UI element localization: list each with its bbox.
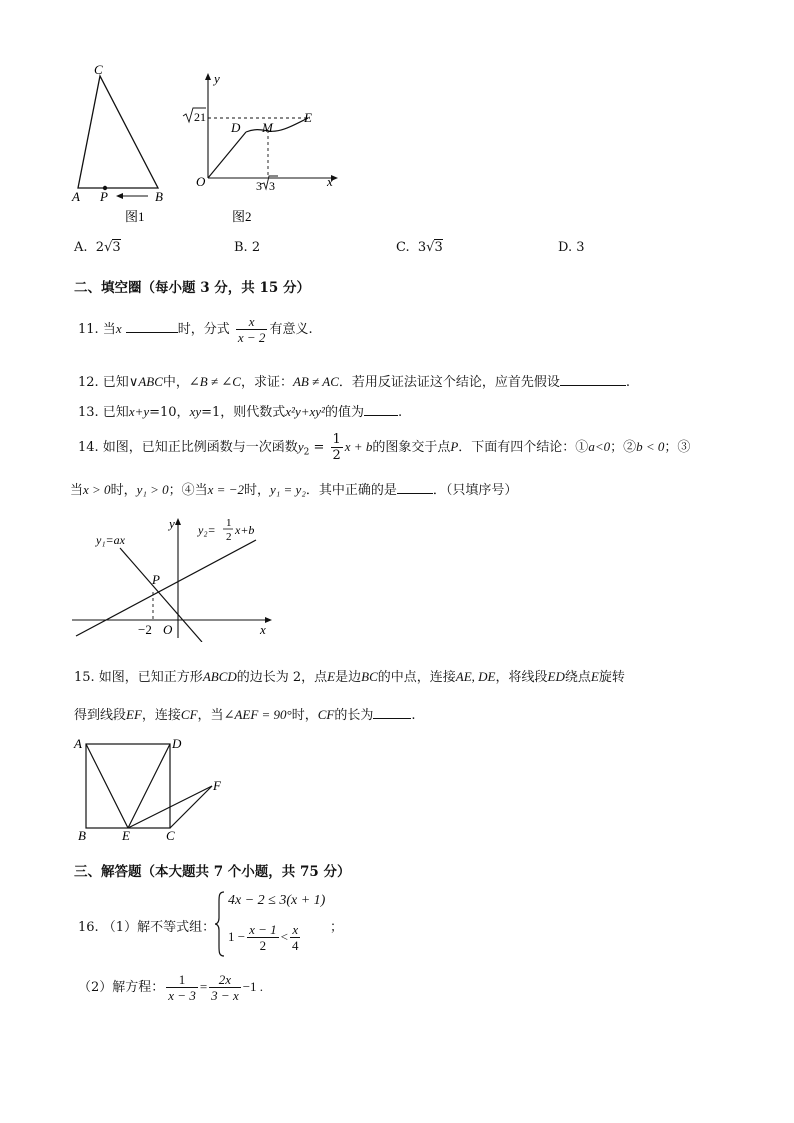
- question-11: [78, 314, 313, 345]
- q12-text: 12. 已知: [78, 375, 129, 390]
- q16-ineq2-den: 2: [259, 938, 267, 953]
- q13-eq2: =1，则代数式: [201, 405, 286, 420]
- q15-label-b: B: [78, 828, 86, 843]
- q14-label-o: O: [163, 622, 173, 637]
- q14-answer-blank[interactable]: [397, 481, 433, 494]
- q14-frac-num: 1: [332, 432, 341, 447]
- q14-eq: =: [309, 440, 329, 455]
- q14-label-y1: y₁=ax: [96, 533, 125, 547]
- q15-aede: AE, DE: [455, 669, 496, 684]
- q14-l1d: ；②: [610, 440, 637, 455]
- q15-l1: 15. 如图，已知正方形: [74, 670, 203, 685]
- q16-inequality-1: 4x − 2 ≤ 3(x + 1): [228, 893, 326, 908]
- q13-eq1: =10，: [149, 405, 190, 420]
- q14-fn-rest: x + b: [344, 439, 373, 454]
- q12-t2: 中，: [162, 375, 189, 390]
- option-d: D. 3: [558, 240, 585, 255]
- q15-label-a: A: [74, 736, 82, 751]
- radical-icon: √: [104, 240, 113, 255]
- q14-label-yaxis: y: [169, 516, 175, 531]
- q15-ef: EF: [126, 707, 142, 722]
- q13-answer-blank[interactable]: [364, 403, 398, 416]
- q15-end: .: [411, 708, 416, 723]
- q14-c2: b < 0: [636, 439, 665, 454]
- q15-bc: BC: [361, 669, 378, 684]
- arrow-head-icon: [116, 193, 123, 199]
- segment-de: [128, 744, 170, 828]
- fig2-caption: 图2: [232, 209, 252, 224]
- q11-post: 有意义.: [269, 322, 313, 337]
- q15-sq: ABCD: [202, 669, 237, 684]
- q15-answer-blank[interactable]: [373, 706, 411, 719]
- label-sqrt21: 21: [194, 110, 206, 124]
- q12-tri: ∨ABC: [128, 374, 163, 389]
- q14-l2c: ；④当: [168, 483, 208, 498]
- option-c: [396, 240, 443, 255]
- question-12: [78, 371, 630, 390]
- q11-num: x: [236, 314, 268, 330]
- label-y: y: [214, 71, 220, 86]
- label-tick-rad: 3: [269, 179, 275, 193]
- q15-ed: ED: [547, 669, 565, 684]
- q16-inequality-2: [228, 922, 302, 953]
- q15-l1f: 绕点: [564, 670, 591, 685]
- q16-ineq2-lt: <: [280, 929, 288, 944]
- q15-label-d: D: [172, 736, 182, 751]
- q15-cf2: CF: [317, 707, 335, 722]
- q13-text: 13. 已知: [78, 405, 129, 420]
- q16-lnum: 1: [166, 972, 198, 988]
- q12-t4: ．若用反证法证这个结论，应首先假设: [338, 375, 560, 390]
- q14-label-y2-pre: y₂=: [198, 523, 216, 537]
- q12-t3: ，求证：: [240, 375, 293, 390]
- q14-l2b: 时，: [110, 483, 137, 498]
- q11-den: x − 2: [237, 330, 266, 345]
- graph-curve-de: [246, 118, 308, 132]
- q14-fn-sub: 2: [303, 447, 310, 458]
- q16-label: 16. （1）解不等式组：: [78, 920, 216, 935]
- q15-label-e: E: [122, 828, 130, 843]
- q15-e: E: [327, 669, 336, 684]
- q16-ineq2-pre: 1 −: [228, 929, 246, 944]
- label-p: P: [100, 189, 108, 204]
- q14-label-y2-num: 1: [226, 517, 232, 529]
- q12-claim: AB ≠ AC: [292, 374, 339, 389]
- label-e: E: [304, 110, 312, 125]
- q14-fraction: [331, 432, 343, 463]
- q11-mid: 时，分式: [177, 322, 230, 337]
- section-3-heading: 三、解答题（本大题共 7 个小题，共 75 分）: [74, 864, 351, 880]
- q16-p2-label: （2）解方程：: [78, 980, 165, 995]
- q11-pre: 11. 当: [78, 322, 116, 337]
- q16-lden: x − 3: [168, 988, 196, 1003]
- q14-label-m2: −2: [138, 622, 152, 637]
- segment-cf: [170, 786, 212, 828]
- question-14-line-2: [70, 479, 517, 498]
- option-a-coef: 2: [95, 240, 105, 255]
- q15-l1d: 的中点，连接: [377, 670, 456, 685]
- q16-rfrac: [209, 972, 241, 1003]
- question-15-line-2: [74, 704, 416, 723]
- question-14-line-1: [78, 432, 690, 463]
- square-abcd: [86, 744, 170, 828]
- q14-c3a: x > 0: [83, 482, 111, 497]
- option-c-label: C.: [396, 240, 410, 255]
- q16-rnum: 2x: [209, 972, 241, 988]
- question-15-line-1: [74, 666, 625, 685]
- q16-ineq2-num: x − 1: [249, 922, 277, 937]
- q13-cond1: x+y: [128, 404, 150, 419]
- q15-l2d: 时，: [291, 708, 318, 723]
- q15-l2b: ，连接: [141, 708, 181, 723]
- q12-answer-blank[interactable]: [560, 373, 626, 386]
- q13-expr: x²y+xy²: [285, 404, 325, 419]
- radical-icon: √: [426, 240, 435, 255]
- label-m: M: [262, 120, 273, 135]
- q14-l1e: ；③: [664, 440, 691, 455]
- q14-c4a: x = −2: [207, 482, 244, 497]
- q16-ineq2-rfrac: [290, 922, 301, 953]
- option-b: B. 2: [234, 240, 261, 255]
- q13-end: .: [397, 405, 403, 420]
- q14-c4b: y₁ = y₂: [270, 482, 306, 497]
- q14-label-y2-post: x+b: [235, 523, 255, 537]
- q12-cond: ∠B ≠ ∠C: [188, 374, 241, 389]
- brace-icon: [214, 890, 226, 958]
- q12-end: .: [625, 375, 631, 390]
- q14-c3b: y₁ > 0: [136, 482, 169, 497]
- q16-part-2: [78, 972, 263, 1003]
- q15-label-c: C: [166, 828, 175, 843]
- q14-label-p: P: [152, 572, 160, 587]
- label-o: O: [196, 174, 206, 189]
- q11-fraction: [236, 314, 268, 345]
- q16-lfrac: [166, 972, 198, 1003]
- option-a-label: A.: [74, 240, 88, 255]
- q14-y-arrow-icon: [175, 518, 181, 525]
- option-c-coef: 3: [417, 240, 427, 255]
- q14-l2a: 当: [70, 483, 84, 498]
- q16-eq: =: [199, 979, 208, 994]
- q13-cond2: xy: [189, 404, 202, 419]
- fig1-caption: 图1: [125, 209, 145, 224]
- q14-l1a: 14. 如图，已知正比例函数与一次函数: [78, 440, 298, 455]
- y-arrow-icon: [205, 73, 211, 80]
- q16-tail: −1 .: [242, 979, 264, 994]
- option-c-rad: 3: [434, 240, 443, 255]
- q15-label-f: F: [213, 778, 221, 793]
- label-c: C: [94, 62, 103, 77]
- q14-l1c: ．下面有四个结论：①: [458, 440, 589, 455]
- q15-l1b: 的边长为 2，点: [236, 670, 328, 685]
- q15-l1c: 是边: [335, 670, 362, 685]
- label-tick-coef: 3: [256, 179, 262, 193]
- q14-l2d: 时，: [243, 483, 270, 498]
- q15-l1e: ，将线段: [495, 670, 548, 685]
- q14-l2e: ．其中正确的是: [305, 483, 397, 498]
- q15-l2c: ，当: [197, 708, 224, 723]
- q14-graph: [68, 510, 288, 642]
- segment-ae: [86, 744, 128, 828]
- q13-post: 的值为: [324, 405, 364, 420]
- q15-e2: E: [590, 669, 599, 684]
- q14-fn: y: [297, 439, 304, 454]
- graph-segment-od: [208, 132, 246, 178]
- q14-frac-den: 2: [332, 448, 341, 463]
- q14-l1b: 的图象交于点: [372, 440, 451, 455]
- label-a: A: [72, 189, 80, 204]
- q16-rden: 3 − x: [211, 988, 239, 1003]
- q16-ineq2-rden: 4: [291, 938, 299, 953]
- figure-2: [180, 70, 345, 233]
- q11-answer-blank[interactable]: [126, 320, 178, 333]
- q14-x-arrow-icon: [265, 617, 272, 623]
- q14-label-xaxis: x: [260, 622, 266, 637]
- q14-c1: a<0: [588, 439, 611, 454]
- label-x: x: [327, 174, 333, 189]
- q14-line-y1: [120, 548, 202, 642]
- q14-l2f: ．（只填序号）: [432, 483, 518, 498]
- figure-1: [60, 58, 185, 233]
- q15-l2: 得到线段: [74, 708, 127, 723]
- label-b: B: [155, 189, 163, 204]
- q15-l1g: 旋转: [598, 670, 625, 685]
- q15-cf: CF: [180, 707, 198, 722]
- label-d: D: [231, 120, 241, 135]
- option-a-rad: 3: [112, 240, 121, 255]
- q11-var: x: [115, 321, 122, 336]
- q16-ineq2-rnum: x: [290, 922, 301, 938]
- q14-p: P: [450, 439, 459, 454]
- q15-l2e: 的长为: [334, 708, 374, 723]
- question-13: [78, 401, 402, 420]
- q15-figure: [70, 734, 230, 844]
- q16-ineq2-frac: [247, 922, 279, 953]
- q16-semicolon: ；: [330, 920, 344, 935]
- triangle-abc: [78, 76, 158, 188]
- q14-label-y2-den: 2: [226, 531, 232, 543]
- option-a: [74, 240, 121, 255]
- section-2-heading: 二、填空圈（每小题 3 分，共 15 分）: [74, 280, 310, 296]
- q15-angle: ∠AEF = 90°: [223, 707, 292, 722]
